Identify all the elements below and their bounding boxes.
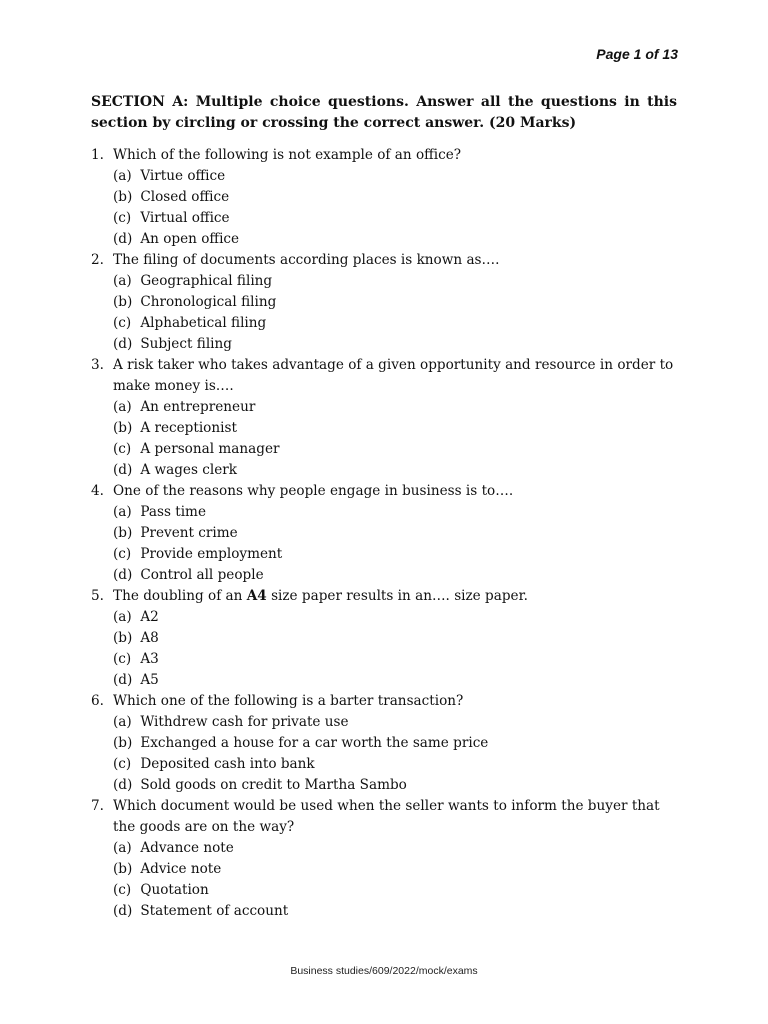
option-b[interactable] bbox=[113, 733, 679, 754]
question-6 bbox=[91, 691, 679, 796]
question-list bbox=[91, 145, 679, 922]
option-a[interactable] bbox=[113, 712, 679, 733]
option-letter: (d) bbox=[113, 462, 133, 478]
option-text: A wages clerk bbox=[140, 462, 237, 478]
option-letter: (a) bbox=[113, 168, 132, 184]
option-text: Alphabetical filing bbox=[140, 315, 267, 331]
option-c[interactable] bbox=[113, 880, 679, 901]
option-a[interactable] bbox=[113, 166, 679, 187]
option-letter: (d) bbox=[113, 903, 133, 919]
question-number: 3. bbox=[91, 357, 104, 373]
question-text: Which of the following is not example of an office? bbox=[113, 147, 462, 163]
question-text: One of the reasons why people engage in business is to…. bbox=[113, 483, 514, 499]
option-d[interactable] bbox=[113, 901, 679, 922]
option-letter: (c) bbox=[113, 882, 132, 898]
option-letter: (d) bbox=[113, 336, 133, 352]
option-letter: (b) bbox=[113, 294, 133, 310]
option-list bbox=[113, 271, 679, 355]
section-heading: SECTION A: Multiple choice questions. Answer all the questions in this section by circling or crossing the correct answer. (20 Marks) bbox=[91, 94, 677, 131]
option-letter: (c) bbox=[113, 546, 132, 562]
option-letter: (a) bbox=[113, 273, 132, 289]
question-number: 6. bbox=[91, 693, 104, 709]
option-c[interactable] bbox=[113, 208, 679, 229]
option-c[interactable] bbox=[113, 313, 679, 334]
option-text: Advance note bbox=[140, 840, 234, 856]
option-a[interactable] bbox=[113, 607, 679, 628]
option-b[interactable] bbox=[113, 187, 679, 208]
option-c[interactable] bbox=[113, 754, 679, 775]
option-a[interactable] bbox=[113, 502, 679, 523]
question-text: Which document would be used when the seller wants to inform the buyer that the goods are on the way? bbox=[113, 798, 660, 835]
option-text: Closed office bbox=[140, 189, 230, 205]
option-letter: (b) bbox=[113, 735, 133, 751]
option-text: An open office bbox=[140, 231, 240, 247]
option-list bbox=[113, 607, 679, 691]
paper-size-emphasis: A4 bbox=[246, 588, 267, 604]
option-text: Provide employment bbox=[140, 546, 283, 562]
option-b[interactable] bbox=[113, 859, 679, 880]
option-text: A2 bbox=[140, 609, 159, 625]
option-letter: (d) bbox=[113, 777, 133, 793]
question-number: 7. bbox=[91, 798, 104, 814]
option-letter: (b) bbox=[113, 420, 133, 436]
option-list bbox=[113, 166, 679, 250]
option-letter: (b) bbox=[113, 861, 133, 877]
option-text: Virtual office bbox=[140, 210, 230, 226]
option-letter: (d) bbox=[113, 672, 133, 688]
option-text: An entrepreneur bbox=[140, 399, 256, 415]
option-text: A5 bbox=[140, 672, 159, 688]
page-footer: Business studies/609/2022/mock/exams bbox=[290, 965, 478, 977]
option-letter: (a) bbox=[113, 609, 132, 625]
option-b[interactable] bbox=[113, 418, 679, 439]
option-letter: (b) bbox=[113, 189, 133, 205]
option-letter: (b) bbox=[113, 630, 133, 646]
option-letter: (d) bbox=[113, 567, 133, 583]
option-text: Subject filing bbox=[140, 336, 232, 352]
question-2 bbox=[91, 250, 679, 355]
option-letter: (b) bbox=[113, 525, 133, 541]
option-list bbox=[113, 397, 679, 481]
page-number: Page 1 of 13 bbox=[596, 46, 678, 62]
option-text: Prevent crime bbox=[140, 525, 238, 541]
option-d[interactable] bbox=[113, 334, 679, 355]
question-number: 4. bbox=[91, 483, 104, 499]
question-text: A risk taker who takes advantage of a given opportunity and resource in order to make money is…. bbox=[113, 357, 674, 394]
option-d[interactable] bbox=[113, 565, 679, 586]
option-text: Quotation bbox=[140, 882, 209, 898]
option-list bbox=[113, 712, 679, 796]
option-text: Sold goods on credit to Martha Sambo bbox=[140, 777, 407, 793]
option-c[interactable] bbox=[113, 544, 679, 565]
option-text: A8 bbox=[140, 630, 159, 646]
option-list bbox=[113, 502, 679, 586]
question-text: The filing of documents according places is known as…. bbox=[113, 252, 500, 268]
option-text: Deposited cash into bank bbox=[140, 756, 315, 772]
question-number: 5. bbox=[91, 588, 104, 604]
option-text: Pass time bbox=[140, 504, 206, 520]
question-number: 1. bbox=[91, 147, 104, 163]
question-1 bbox=[91, 145, 679, 250]
option-text: Control all people bbox=[140, 567, 264, 583]
option-letter: (a) bbox=[113, 840, 132, 856]
option-a[interactable] bbox=[113, 838, 679, 859]
option-list bbox=[113, 838, 679, 922]
option-b[interactable] bbox=[113, 628, 679, 649]
option-letter: (c) bbox=[113, 651, 132, 667]
question-number: 2. bbox=[91, 252, 104, 268]
option-text: Withdrew cash for private use bbox=[140, 714, 349, 730]
option-letter: (a) bbox=[113, 504, 132, 520]
option-text: A3 bbox=[140, 651, 159, 667]
option-d[interactable] bbox=[113, 775, 679, 796]
option-b[interactable] bbox=[113, 523, 679, 544]
option-b[interactable] bbox=[113, 292, 679, 313]
option-a[interactable] bbox=[113, 271, 679, 292]
option-text: A receptionist bbox=[140, 420, 237, 436]
option-letter: (c) bbox=[113, 315, 132, 331]
option-c[interactable] bbox=[113, 649, 679, 670]
option-text: A personal manager bbox=[140, 441, 280, 457]
option-letter: (a) bbox=[113, 399, 132, 415]
option-letter: (c) bbox=[113, 441, 132, 457]
question-text-part: size paper results in an…. size paper. bbox=[266, 588, 528, 604]
option-text: Chronological filing bbox=[140, 294, 277, 310]
option-text: Statement of account bbox=[140, 903, 289, 919]
option-text: Virtue office bbox=[140, 168, 226, 184]
option-text: Advice note bbox=[140, 861, 222, 877]
question-text bbox=[113, 586, 679, 607]
question-3 bbox=[91, 355, 679, 481]
question-text-part: The doubling of an bbox=[113, 588, 247, 604]
option-d[interactable] bbox=[113, 229, 679, 250]
question-4 bbox=[91, 481, 679, 586]
option-letter: (c) bbox=[113, 210, 132, 226]
option-text: Exchanged a house for a car worth the same price bbox=[140, 735, 489, 751]
option-letter: (d) bbox=[113, 231, 133, 247]
option-c[interactable] bbox=[113, 439, 679, 460]
option-d[interactable] bbox=[113, 670, 679, 691]
option-d[interactable] bbox=[113, 460, 679, 481]
option-a[interactable] bbox=[113, 397, 679, 418]
question-7 bbox=[91, 796, 679, 922]
option-letter: (c) bbox=[113, 756, 132, 772]
option-text: Geographical filing bbox=[140, 273, 273, 289]
option-letter: (a) bbox=[113, 714, 132, 730]
question-5 bbox=[91, 586, 679, 691]
question-text: Which one of the following is a barter transaction? bbox=[113, 693, 464, 709]
